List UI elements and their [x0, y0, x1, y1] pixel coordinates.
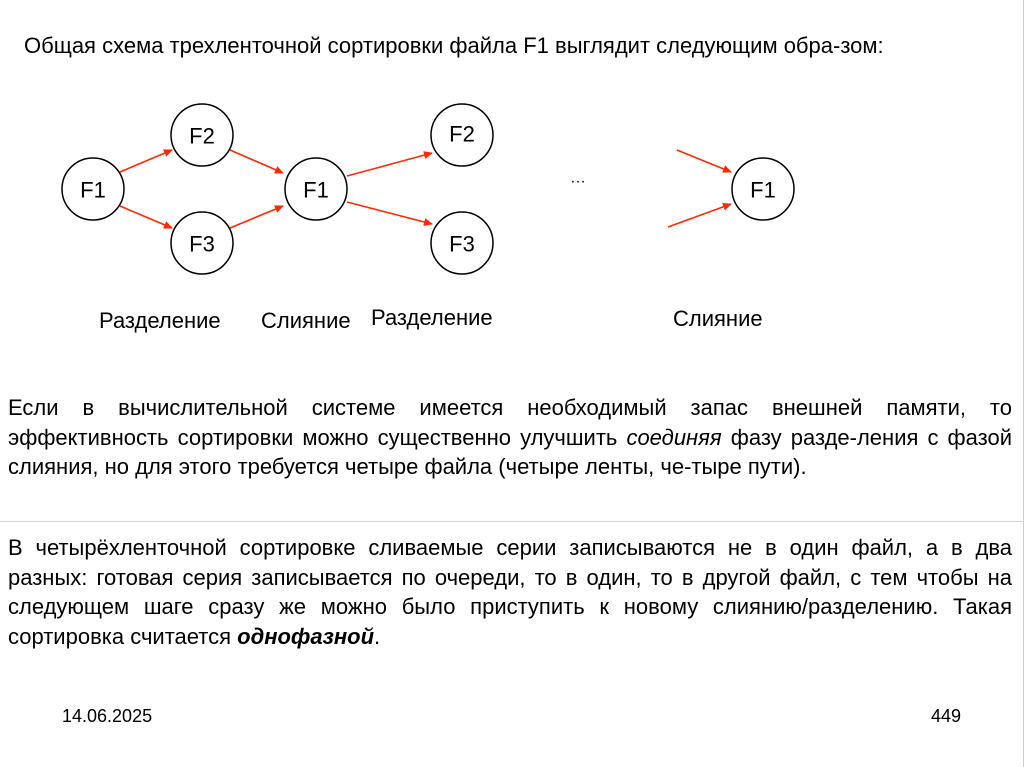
section-divider: [0, 521, 1024, 522]
arrow-f1-to-f2-second: [347, 153, 432, 176]
paragraph-combined-phases-text-1: Если в вычислительной системе имеется необходимый запас внешней памяти, то эффективность сортировки можно существенно улучшить: [8, 395, 1012, 450]
ellipsis: …: [570, 169, 586, 187]
emphasis-connecting: соединяя: [626, 424, 722, 450]
node-f2-first-label: F2: [189, 123, 215, 149]
node-f2-second-label: F2: [449, 121, 475, 147]
arrow-f1-to-f3: [120, 206, 172, 228]
node-f1-first-label: F1: [80, 177, 106, 203]
paragraph-four-tape-sort-text-2: .: [374, 623, 381, 649]
intro-text: Общая схема трехленточной сортировки файла F1 выглядит следующим обра-зом:: [24, 33, 884, 58]
node-f3-second-label: F3: [449, 231, 475, 257]
stage-label-merge-2: Слияние: [673, 306, 763, 331]
paragraph-combined-phases: [8, 393, 1012, 482]
emphasis-single-phase: однофазной: [237, 623, 375, 649]
footer-date: 14.06.2025: [62, 706, 153, 726]
arrow-f2-to-f1: [230, 150, 283, 173]
paragraph-four-tape-sort-text-1: В четырёхленточной сортировке сливаемые серии записываются не в один файл, а в два разных: готовая серия записывается по очереди, то в один, то в другой файл, с тем чтобы на следующем шаге сразу же можно было приступить к новому слиянию/разделению. Такая сортировка считается: [8, 535, 1012, 649]
paragraph-four-tape-sort: [8, 533, 1012, 651]
node-f1-last-label: F1: [750, 177, 776, 203]
arrow-in-top: [677, 150, 731, 172]
arrow-f3-to-f1: [230, 206, 283, 228]
stage-label-split-1: Разделение: [99, 308, 221, 333]
node-f3-first-label: F3: [189, 231, 215, 257]
node-f1-second-label: F1: [303, 177, 329, 203]
stage-label-split-2: Разделение: [371, 305, 493, 330]
footer-page-number: 449: [931, 706, 962, 726]
arrow-in-bottom: [668, 204, 731, 227]
stage-label-merge-1: Слияние: [261, 308, 351, 333]
paragraph-combined-phases-text-2: фазу разде-ления с фазой слияния, но для этого требуется четыре файла (четыре ленты, че-тыре пути).: [8, 424, 1012, 479]
arrow-f1-to-f3-second: [347, 202, 432, 224]
arrow-f1-to-f2: [120, 150, 172, 172]
